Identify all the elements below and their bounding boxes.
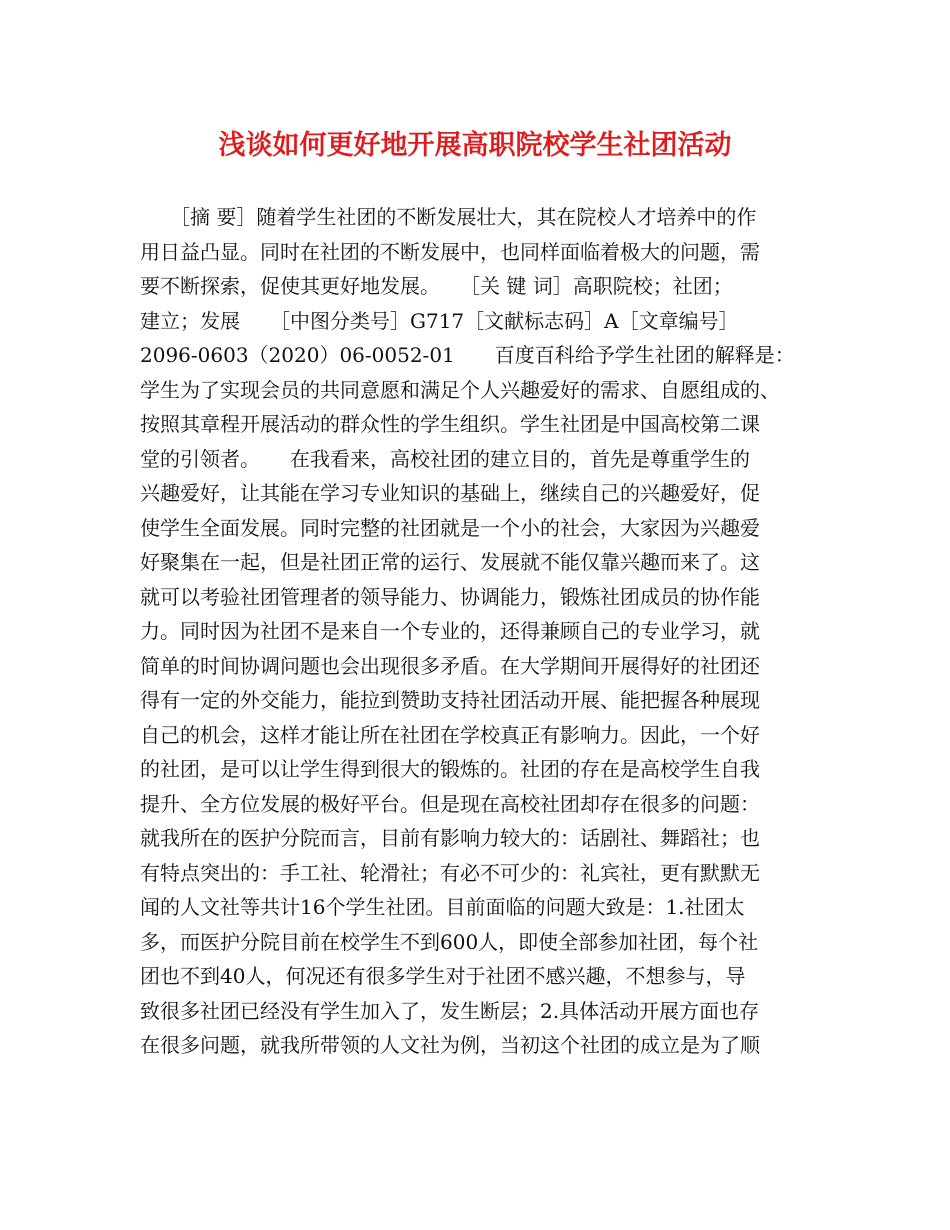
- text-line: 在很多问题，就我所带领的人文社为例，当初这个社团的成立是为了顺: [140, 1033, 760, 1057]
- text-line: 简单的时间协调问题也会出现很多矛盾。在大学期间开展得好的社团还: [140, 653, 760, 678]
- text-line: 团也不到40人，何况还有很多学生对于社团不感兴趣，不想参与，导: [140, 964, 746, 988]
- text-line: 的社团，是可以让学生得到很大的锻炼的。社团的存在是高校学生自我: [140, 757, 760, 781]
- text-line: 闻的人文社等共计16个学生社团。目前面临的问题大致是：1.社团太: [140, 895, 745, 919]
- text-line: ［摘 要］随着学生社团的不断发展壮大，其在院校人才培养中的作: [140, 205, 757, 229]
- text-line: 按照其章程开展活动的群众性的学生组织。学生社团是中国高校第二课: [140, 412, 760, 436]
- text-line: 堂的引领者。 在我看来，高校社团的建立目的，首先是尊重学生的: [140, 446, 750, 471]
- text-line: 兴趣爱好，让其能在学习专业知识的基础上，继续自己的兴趣爱好，促: [140, 481, 760, 505]
- text-line: 力。同时因为社团不是来自一个专业的，还得兼顾自己的专业学习，就: [140, 619, 760, 643]
- text-line: 就可以考验社团管理者的领导能力、协调能力，锻炼社团成员的协作能: [140, 584, 760, 609]
- text-line: 自己的机会，这样才能让所在社团在学校真正有影响力。因此，一个好: [140, 722, 760, 747]
- text-line: 得有一定的外交能力，能拉到赞助支持社团活动开展、能把握各种展现: [140, 688, 760, 712]
- text-line: 用日益凸显。同时在社团的不断发展中，也同样面临着极大的问题，需: [140, 239, 760, 264]
- text-line: 2096-0603（2020）06-0052-01 百度百科给予学生社团的解释是：: [140, 343, 795, 367]
- text-line: 致很多社团已经没有学生加入了，发生断层；2.具体活动开展方面也存: [140, 998, 760, 1023]
- text-line: 提升、全方位发展的极好平台。但是现在高校社团却存在很多的问题：: [140, 791, 760, 816]
- text-line: 就我所在的医护分院而言，目前有影响力较大的：话剧社、舞蹈社；也: [140, 826, 760, 850]
- text-line: 要不断探索，促使其更好地发展。 ［关 键 词］高职院校；社团；: [140, 274, 733, 298]
- text-line: 学生为了实现会员的共同意愿和满足个人兴趣爱好的需求、自愿组成的、: [140, 377, 780, 402]
- text-line: 多，而医护分院目前在校学生不到600人，即使全部参加社团，每个社: [140, 929, 759, 954]
- document-body: [140, 200, 820, 1063]
- text-line: 使学生全面发展。同时完整的社团就是一个小的社会，大家因为兴趣爱: [140, 515, 760, 540]
- document-title: 浅谈如何更好地开展高职院校学生社团活动: [218, 130, 732, 161]
- text-line: 建立；发展 ［中图分类号］G717［文献标志码］A［文章编号］: [140, 308, 739, 333]
- text-line: 好聚集在一起，但是社团正常的运行、发展就不能仅靠兴趣而来了。这: [140, 550, 760, 574]
- text-line: 有特点突出的：手工社、轮滑社；有必不可少的：礼宾社，更有默默无: [140, 860, 760, 885]
